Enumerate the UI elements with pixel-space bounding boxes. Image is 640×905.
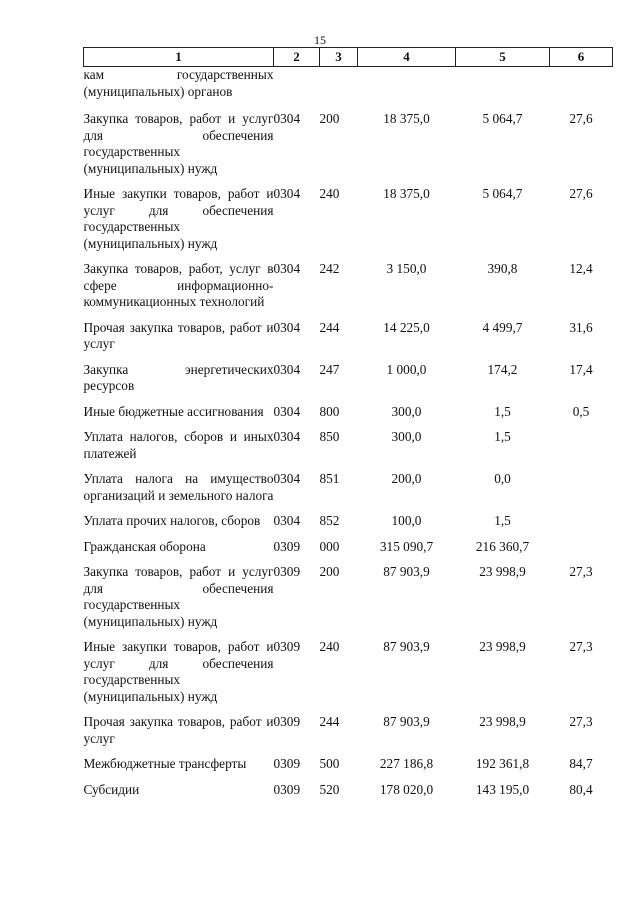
- row-fact-value: 143 195,0: [475, 781, 530, 797]
- table-row: [84, 639, 613, 714]
- row-percent-value: 27,3: [569, 714, 593, 729]
- row-type-code: 520: [319, 781, 340, 797]
- row-plan-value: 300,0: [391, 403, 422, 419]
- row-plan-value: 18 375,0: [383, 111, 430, 126]
- row-percent-value: [550, 471, 613, 513]
- row-section-code: 0309: [273, 639, 301, 654]
- row-section-code: 0304: [273, 403, 301, 419]
- row-percent-value: [550, 539, 613, 565]
- row-percent-value: [550, 429, 613, 471]
- row-plan-value: 87 903,9: [383, 564, 430, 579]
- page-number: 15: [314, 33, 326, 47]
- row-name: Иные закупки товаров, работ и услуг для обеспечения государственных (муниципальных) нужд: [83, 186, 274, 251]
- table-row: [84, 429, 613, 471]
- row-plan-value: 14 225,0: [383, 319, 430, 335]
- row-percent-value: [550, 513, 613, 539]
- budget-table: [83, 47, 613, 807]
- row-section-code: 0304: [273, 261, 301, 276]
- row-plan-value: 3 150,0: [386, 261, 427, 276]
- table-row: [84, 404, 613, 430]
- row-type-code: 244: [319, 714, 340, 729]
- row-type-code: 247: [319, 361, 340, 377]
- table-row: [84, 471, 613, 513]
- continuation-text: кам государственных (муниципальных) органов: [83, 67, 274, 99]
- row-name: Уплата налогов, сборов и иных платежей: [83, 429, 274, 461]
- row-percent-value: 31,6: [569, 319, 593, 335]
- table-row: [84, 564, 613, 639]
- row-type-code: 244: [319, 319, 340, 335]
- row-type-code: 242: [319, 261, 340, 276]
- table-row: [84, 320, 613, 362]
- row-section-code: 0309: [273, 781, 301, 797]
- row-name: Прочая закупка товаров, работ и услуг: [83, 714, 274, 746]
- table-row: [84, 186, 613, 261]
- row-percent-value: 0,5: [572, 403, 590, 419]
- table-header: [84, 48, 613, 67]
- column-header-3: 3: [320, 48, 358, 67]
- row-fact-value: 192 361,8: [475, 756, 530, 771]
- row-type-code: 851: [319, 471, 340, 486]
- row-fact-value: 216 360,7: [475, 538, 530, 554]
- row-percent-value: 27,3: [569, 564, 593, 579]
- table-row: [84, 111, 613, 186]
- row-section-code: 0309: [273, 756, 301, 771]
- row-fact-value: 5 064,7: [482, 186, 523, 201]
- row-plan-value: 178 020,0: [379, 781, 434, 797]
- row-plan-value: 100,0: [391, 513, 422, 528]
- column-header-6: 6: [550, 48, 613, 67]
- row-section-code: 0304: [273, 513, 301, 528]
- row-type-code: 000: [319, 538, 340, 554]
- row-name: Закупка энергетических ресурсов: [83, 361, 274, 393]
- table-row: [84, 261, 613, 320]
- column-header-2: 2: [274, 48, 320, 67]
- row-fact-value: 23 998,9: [479, 639, 526, 654]
- row-section-code: 0304: [273, 186, 301, 201]
- row-percent-value: 84,7: [569, 756, 593, 771]
- row-plan-value: 200,0: [391, 471, 422, 486]
- row-fact-value: 1,5: [494, 403, 511, 419]
- column-header-4: 4: [358, 48, 456, 67]
- row-name: Закупка товаров, работ, услуг в сфере информационно-коммуникационных технологий: [83, 261, 274, 309]
- row-type-code: 852: [319, 513, 340, 528]
- row-plan-value: 1 000,0: [386, 361, 427, 377]
- row-fact-value: 4 499,7: [482, 319, 523, 335]
- row-percent-value: 27,3: [569, 639, 593, 654]
- table-row: [84, 782, 613, 808]
- table-body: [84, 67, 613, 808]
- row-name: Закупка товаров, работ и услуг для обеспечения государственных (муниципальных) нужд: [83, 111, 274, 176]
- table-row: [84, 756, 613, 782]
- row-percent-value: 27,6: [569, 186, 593, 201]
- row-type-code: 240: [319, 186, 340, 201]
- row-fact-value: 0,0: [494, 471, 511, 486]
- row-name: Межбюджетные трансферты: [83, 756, 247, 771]
- row-percent-value: 27,6: [569, 111, 593, 126]
- row-plan-value: 227 186,8: [379, 756, 434, 771]
- row-fact-value: 174,2: [487, 361, 518, 377]
- row-section-code: 0309: [273, 564, 301, 579]
- row-section-code: 0304: [273, 319, 301, 335]
- continuation-row: [84, 67, 613, 112]
- row-type-code: 200: [319, 564, 340, 579]
- row-name: Уплата прочих налогов, сборов: [83, 513, 261, 528]
- row-fact-value: 390,8: [487, 261, 518, 276]
- row-section-code: 0309: [273, 714, 301, 729]
- row-fact-value: 1,5: [494, 513, 511, 528]
- row-type-code: 800: [319, 403, 340, 419]
- row-type-code: 240: [319, 639, 340, 654]
- row-type-code: 200: [319, 111, 340, 126]
- row-fact-value: 5 064,7: [482, 111, 523, 126]
- row-plan-value: 87 903,9: [383, 639, 430, 654]
- row-name: Закупка товаров, работ и услуг для обеспечения государственных (муниципальных) нужд: [83, 564, 274, 629]
- table-row: [84, 539, 613, 565]
- row-name: Уплата налога на имущество организаций и земельного налога: [83, 471, 274, 503]
- row-section-code: 0309: [273, 538, 301, 554]
- row-fact-value: 23 998,9: [479, 714, 526, 729]
- row-plan-value: 18 375,0: [383, 186, 430, 201]
- row-section-code: 0304: [273, 111, 301, 126]
- row-fact-value: 23 998,9: [479, 564, 526, 579]
- table-row: [84, 513, 613, 539]
- row-plan-value: 300,0: [391, 429, 422, 444]
- table-row: [84, 714, 613, 756]
- column-header-5: 5: [456, 48, 550, 67]
- row-name: Субсидии: [83, 781, 140, 797]
- row-name: Иные закупки товаров, работ и услуг для обеспечения государственных (муниципальных) нужд: [83, 639, 274, 704]
- row-name: Иные бюджетные ассигнования: [83, 403, 264, 419]
- row-name: Прочая закупка товаров, работ и услуг: [83, 319, 274, 351]
- row-plan-value: 315 090,7: [379, 538, 434, 554]
- column-header-1: 1: [84, 48, 274, 67]
- row-percent-value: 80,4: [569, 781, 593, 797]
- row-plan-value: 87 903,9: [383, 714, 430, 729]
- row-percent-value: 12,4: [569, 261, 593, 276]
- row-section-code: 0304: [273, 361, 301, 377]
- row-type-code: 500: [319, 756, 340, 771]
- row-fact-value: 1,5: [494, 429, 511, 444]
- row-type-code: 850: [319, 429, 340, 444]
- row-section-code: 0304: [273, 471, 301, 486]
- table-row: [84, 362, 613, 404]
- row-section-code: 0304: [273, 429, 301, 444]
- row-percent-value: 17,4: [569, 361, 593, 377]
- row-name: Гражданская оборона: [83, 538, 206, 554]
